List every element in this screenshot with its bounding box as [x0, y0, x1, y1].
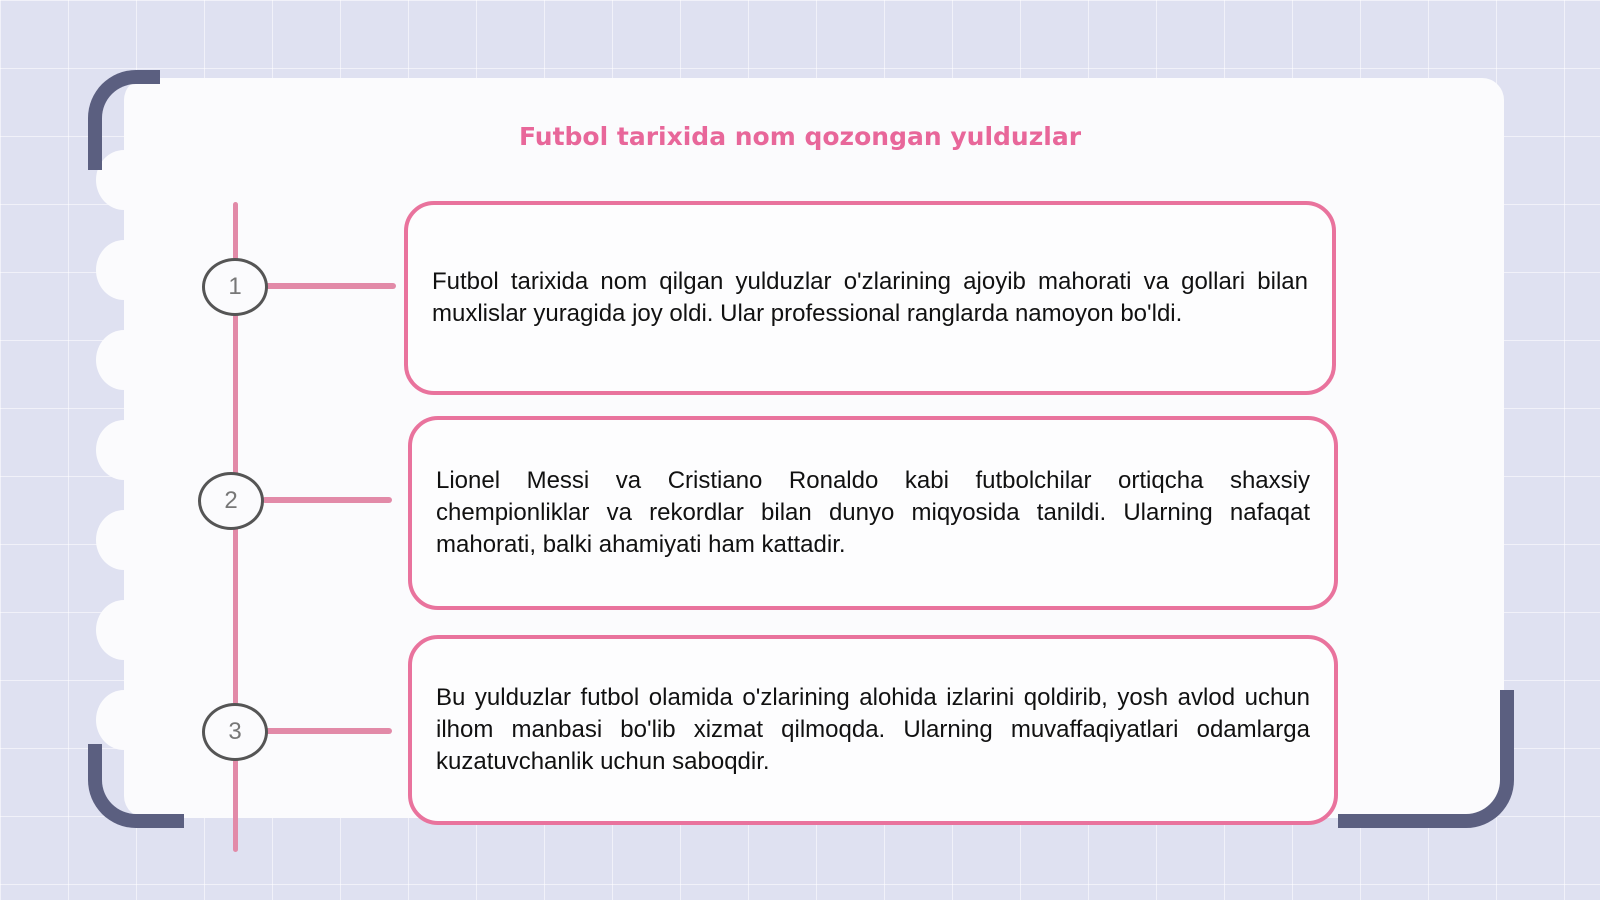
text-box-2 [408, 416, 1338, 610]
timeline-connector-1 [262, 283, 396, 289]
timeline-marker-3: 3 [202, 703, 268, 761]
text-box-2-content: Lionel Messi va Cristiano Ronaldo kabi futbolchilar ortiqcha shaxsiy chempionliklar va rekordlar bilan dunyo miqyosida tanildi. Ularning nafaqat mahorati, balki ahamiyati ham kattadir. [436, 467, 1310, 558]
frame-corner-bottom-right [1338, 690, 1514, 828]
text-box-1-content: Futbol tarixida nom qilgan yulduzlar o'zlarining ajoyib mahorati va gollari bilan muxlislar yuragida joy oldi. Ular professional ranglarda namoyon bo'ldi. [432, 268, 1308, 327]
timeline-connector-2 [262, 497, 392, 503]
timeline-connector-3 [262, 728, 392, 734]
frame-corner-bottom-left [88, 744, 184, 828]
frame-corner-top-left [88, 70, 160, 170]
slide-title: Futbol tarixida nom qozongan yulduzlar [518, 122, 1082, 151]
text-box-3 [408, 635, 1338, 825]
torn-paper-edge [96, 150, 156, 790]
timeline-marker-1: 1 [202, 258, 268, 316]
text-box-3-content: Bu yulduzlar futbol olamida o'zlarining alohida izlarini qoldirib, yosh avlod uchun ilhom manbasi bo'lib xizmat qilmoqda. Ularning muvaffaqiyatlari odamlarga kuzatuvchanlik uchun saboqdir. [436, 684, 1310, 775]
text-box-1 [404, 201, 1336, 395]
timeline-marker-2: 2 [198, 472, 264, 530]
